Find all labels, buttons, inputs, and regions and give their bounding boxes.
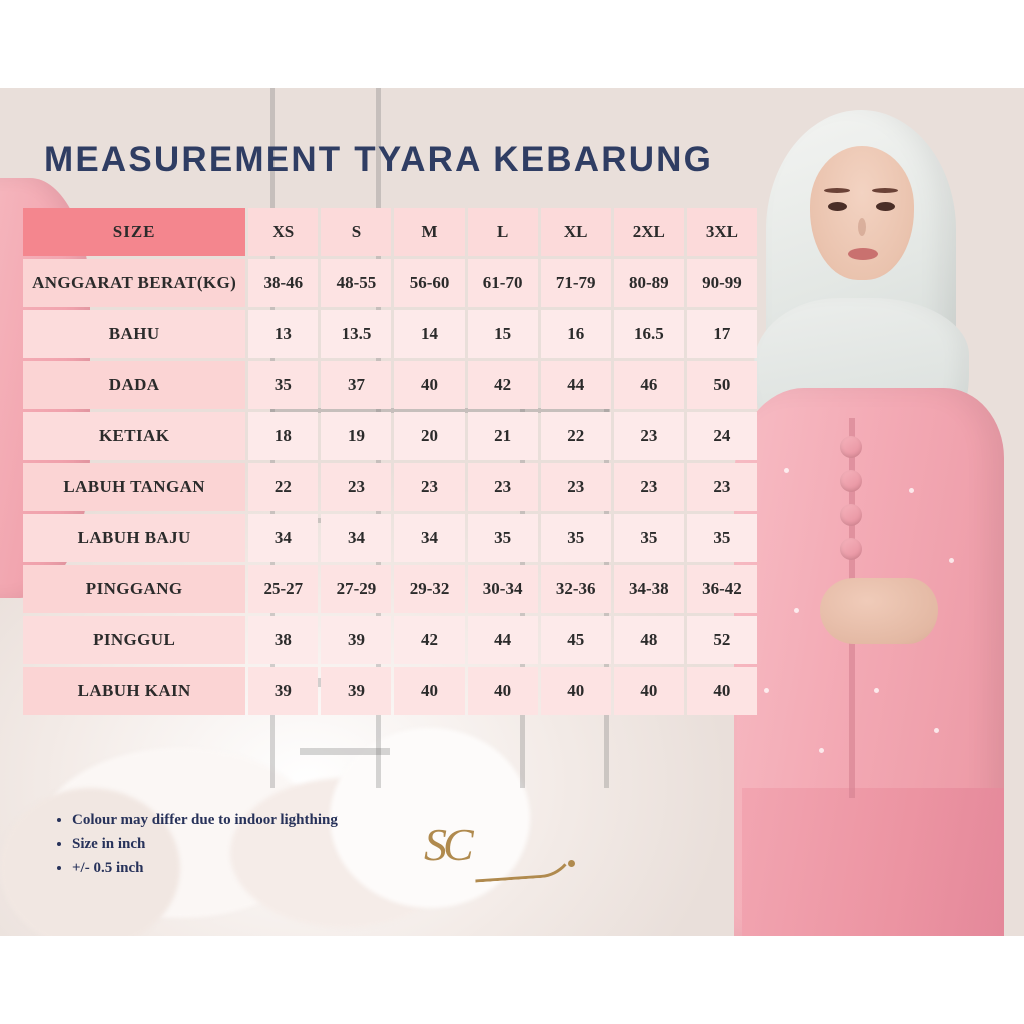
cell: 18 xyxy=(248,412,318,460)
dress-button xyxy=(840,538,862,560)
cell: 42 xyxy=(394,616,464,664)
cell: 19 xyxy=(321,412,391,460)
cell: 23 xyxy=(468,463,538,511)
table-row xyxy=(23,514,757,562)
cell: 40 xyxy=(394,361,464,409)
cell: 90-99 xyxy=(687,259,757,307)
cell: 39 xyxy=(321,667,391,715)
table-row xyxy=(23,361,757,409)
fabric-speck xyxy=(764,688,769,693)
table-row xyxy=(23,412,757,460)
fabric-speck xyxy=(909,488,914,493)
cell: 46 xyxy=(614,361,684,409)
cell: 13 xyxy=(248,310,318,358)
window-frame-line xyxy=(300,748,390,755)
header-size-m: M xyxy=(394,208,464,256)
header-size-xs: XS xyxy=(248,208,318,256)
fabric-speck xyxy=(794,608,799,613)
row-label: LABUH KAIN xyxy=(23,667,245,715)
row-label: LABUH BAJU xyxy=(23,514,245,562)
cell: 35 xyxy=(541,514,611,562)
header-size-2xl: 2XL xyxy=(614,208,684,256)
top-margin xyxy=(0,0,1024,88)
fabric-speck xyxy=(874,688,879,693)
header-size-label: SIZE xyxy=(23,208,245,256)
kebarung-skirt xyxy=(742,788,1004,936)
cell: 35 xyxy=(248,361,318,409)
cell: 23 xyxy=(541,463,611,511)
cell: 15 xyxy=(468,310,538,358)
row-label: KETIAK xyxy=(23,412,245,460)
cell: 48-55 xyxy=(321,259,391,307)
fabric-speck xyxy=(784,468,789,473)
cell: 35 xyxy=(687,514,757,562)
brand-swash-icon xyxy=(473,838,578,882)
table-row xyxy=(23,667,757,715)
cell: 34 xyxy=(321,514,391,562)
cell: 40 xyxy=(687,667,757,715)
table-row xyxy=(23,463,757,511)
cell: 23 xyxy=(614,412,684,460)
cell: 56-60 xyxy=(394,259,464,307)
table-row xyxy=(23,565,757,613)
lips xyxy=(848,248,878,260)
cell: 38-46 xyxy=(248,259,318,307)
cell: 40 xyxy=(468,667,538,715)
cell: 23 xyxy=(614,463,684,511)
cell: 20 xyxy=(394,412,464,460)
cell: 39 xyxy=(248,667,318,715)
brand-monogram: SC xyxy=(424,819,470,870)
row-label: BAHU xyxy=(23,310,245,358)
nose xyxy=(858,218,866,236)
note-item: • Colour may differ due to indoor lighthing xyxy=(72,808,338,832)
fabric-speck xyxy=(819,748,824,753)
cell: 22 xyxy=(541,412,611,460)
header-size-xl: XL xyxy=(541,208,611,256)
notes-list xyxy=(50,808,338,880)
eye-left xyxy=(828,202,847,211)
cell: 27-29 xyxy=(321,565,391,613)
cell: 44 xyxy=(468,616,538,664)
cell: 23 xyxy=(394,463,464,511)
cell: 61-70 xyxy=(468,259,538,307)
cell: 80-89 xyxy=(614,259,684,307)
cell: 23 xyxy=(687,463,757,511)
cell: 40 xyxy=(541,667,611,715)
table-header-row xyxy=(23,208,757,256)
cell: 30-34 xyxy=(468,565,538,613)
header-size-s: S xyxy=(321,208,391,256)
row-label: PINGGUL xyxy=(23,616,245,664)
table-row xyxy=(23,616,757,664)
cell: 16.5 xyxy=(614,310,684,358)
eye-right xyxy=(876,202,895,211)
row-label: DADA xyxy=(23,361,245,409)
cell: 34 xyxy=(248,514,318,562)
dress-button xyxy=(840,504,862,526)
row-label: PINGGANG xyxy=(23,565,245,613)
note-item: • +/- 0.5 inch xyxy=(72,856,338,880)
table-row xyxy=(23,259,757,307)
row-label: LABUH TANGAN xyxy=(23,463,245,511)
fabric-speck xyxy=(934,728,939,733)
cell: 36-42 xyxy=(687,565,757,613)
cell: 14 xyxy=(394,310,464,358)
cell: 71-79 xyxy=(541,259,611,307)
cell: 45 xyxy=(541,616,611,664)
fabric-speck xyxy=(949,558,954,563)
cell: 38 xyxy=(248,616,318,664)
measurement-table xyxy=(20,205,760,718)
cell: 24 xyxy=(687,412,757,460)
cell: 25-27 xyxy=(248,565,318,613)
header-size-3xl: 3XL xyxy=(687,208,757,256)
cell: 44 xyxy=(541,361,611,409)
cell: 32-36 xyxy=(541,565,611,613)
cell: 13.5 xyxy=(321,310,391,358)
brand-logo xyxy=(418,812,588,892)
table-row xyxy=(23,310,757,358)
cell: 42 xyxy=(468,361,538,409)
cell: 22 xyxy=(248,463,318,511)
dress-button xyxy=(840,436,862,458)
brand-dot-icon xyxy=(568,860,575,867)
cell: 35 xyxy=(468,514,538,562)
cell: 39 xyxy=(321,616,391,664)
eyebrow-right xyxy=(872,188,898,193)
row-label: ANGGARAT BERAT(KG) xyxy=(23,259,245,307)
cell: 50 xyxy=(687,361,757,409)
cell: 21 xyxy=(468,412,538,460)
dress-button xyxy=(840,470,862,492)
cell: 23 xyxy=(321,463,391,511)
page-title: MEASUREMENT TYARA KEBARUNG xyxy=(44,140,714,179)
cell: 40 xyxy=(394,667,464,715)
cell: 29-32 xyxy=(394,565,464,613)
cell: 52 xyxy=(687,616,757,664)
cell: 37 xyxy=(321,361,391,409)
model-figure xyxy=(724,88,1024,936)
note-item: • Size in inch xyxy=(72,832,338,856)
cell: 48 xyxy=(614,616,684,664)
cell: 17 xyxy=(687,310,757,358)
cell: 40 xyxy=(614,667,684,715)
eyebrow-left xyxy=(824,188,850,193)
cell: 35 xyxy=(614,514,684,562)
cell: 34 xyxy=(394,514,464,562)
hands xyxy=(820,578,938,644)
bottom-margin xyxy=(0,936,1024,1024)
cell: 34-38 xyxy=(614,565,684,613)
cell: 16 xyxy=(541,310,611,358)
header-size-l: L xyxy=(468,208,538,256)
